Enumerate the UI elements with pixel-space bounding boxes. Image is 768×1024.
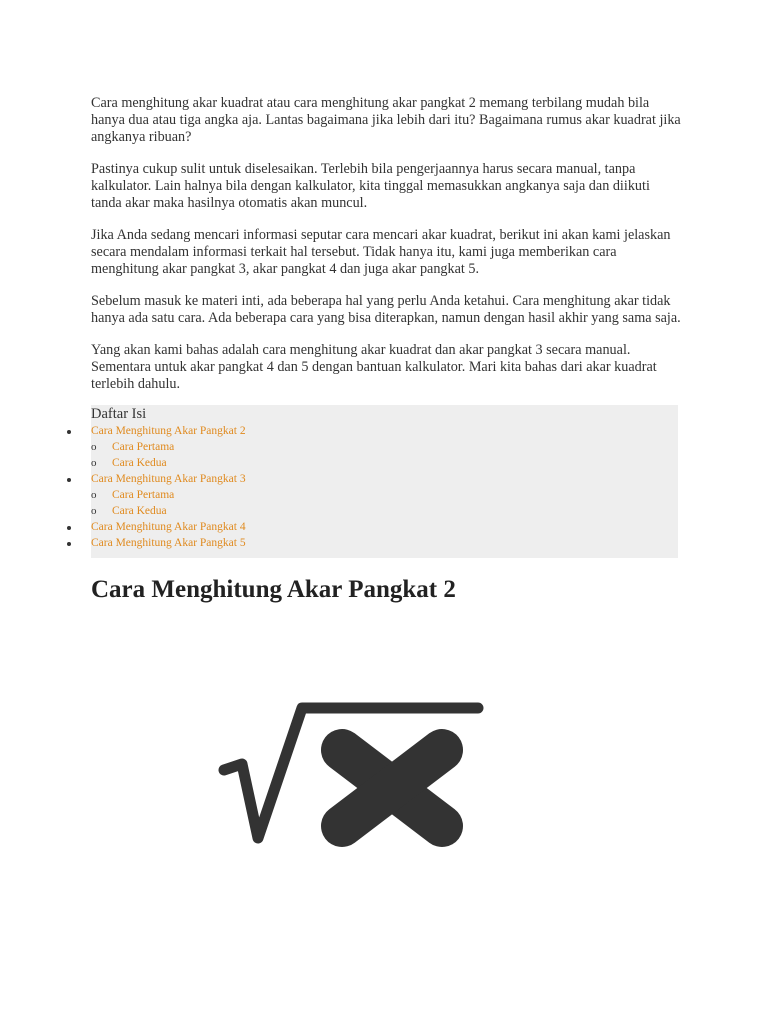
- bullet-circle-icon: o: [91, 441, 97, 453]
- toc-link-label[interactable]: Cara Pertama: [112, 441, 175, 453]
- toc-link-label[interactable]: Cara Kedua: [112, 505, 167, 517]
- bullet-dot-icon: [67, 430, 71, 434]
- toc-item-akar-pangkat-3[interactable]: [91, 472, 678, 488]
- toc-item-akar-pangkat-2[interactable]: [91, 424, 678, 440]
- article-body: [91, 95, 681, 605]
- toc-subitem-cara-kedua[interactable]: [91, 504, 678, 520]
- intro-paragraph-3: Jika Anda sedang mencari informasi seputar cara mencari akar kuadrat, berikut ini akan kami jelaskan secara mendalam informasi terkait hal tersebut. Tidak hanya itu, kami juga memberikan cara menghitung akar pangkat 3, akar pangkat 4 dan juga akar pangkat 5.: [91, 227, 671, 277]
- toc-subitem-cara-kedua[interactable]: [91, 456, 678, 472]
- section-heading: Cara Menghitung Akar Pangkat 2: [91, 576, 456, 603]
- bullet-dot-icon: [67, 478, 71, 482]
- toc-link-label[interactable]: Cara Menghitung Akar Pangkat 5: [91, 537, 246, 549]
- bullet-circle-icon: o: [91, 457, 97, 469]
- toc-item-akar-pangkat-4[interactable]: [91, 520, 678, 536]
- toc-subitem-cara-pertama[interactable]: [91, 440, 678, 456]
- intro-paragraph-1: Cara menghitung akar kuadrat atau cara menghitung akar pangkat 2 memang terbilang mudah bila hanya dua atau tiga angka aja. Lantas bagaimana jika lebih dari itu? Bagaimana rumus akar kuadrat jika angkanya ribuan?: [91, 95, 681, 145]
- toc-subitem-cara-pertama[interactable]: [91, 488, 678, 504]
- intro-paragraph-5: Yang akan kami bahas adalah cara menghitung akar kuadrat dan akar pangkat 3 secara manual. Sementara untuk akar pangkat 4 dan 5 dengan bantuan kalkulator. Mari kita bahas dari akar kuadrat terlebih dahulu.: [91, 342, 657, 392]
- bullet-dot-icon: [67, 542, 71, 546]
- intro-paragraph-2: Pastinya cukup sulit untuk diselesaikan. Terlebih bila pengerjaannya harus secara manual, tanpa kalkulator. Lain halnya bila dengan kalkulator, kita tinggal memasukkan angkanya saja dan diikuti tanda akar maka hasilnya otomatis akan muncul.: [91, 161, 650, 211]
- toc-link-label[interactable]: Cara Menghitung Akar Pangkat 2: [91, 425, 246, 437]
- toc-link-label[interactable]: Cara Pertama: [112, 489, 175, 501]
- toc-item-akar-pangkat-5[interactable]: [91, 536, 678, 552]
- square-root-x-icon: [216, 698, 484, 848]
- bullet-circle-icon: o: [91, 489, 97, 501]
- table-of-contents: [91, 405, 678, 558]
- bullet-circle-icon: o: [91, 505, 97, 517]
- toc-link-label[interactable]: Cara Menghitung Akar Pangkat 4: [91, 521, 246, 533]
- bullet-dot-icon: [67, 526, 71, 530]
- toc-title: Daftar Isi: [91, 406, 147, 422]
- toc-link-label[interactable]: Cara Menghitung Akar Pangkat 3: [91, 473, 246, 485]
- intro-paragraph-4: Sebelum masuk ke materi inti, ada beberapa hal yang perlu Anda ketahui. Cara menghitung akar tidak hanya ada satu cara. Ada beberapa cara yang bisa diterapkan, namun dengan hasil akhir yang sama saja.: [91, 293, 681, 326]
- toc-link-label[interactable]: Cara Kedua: [112, 457, 167, 469]
